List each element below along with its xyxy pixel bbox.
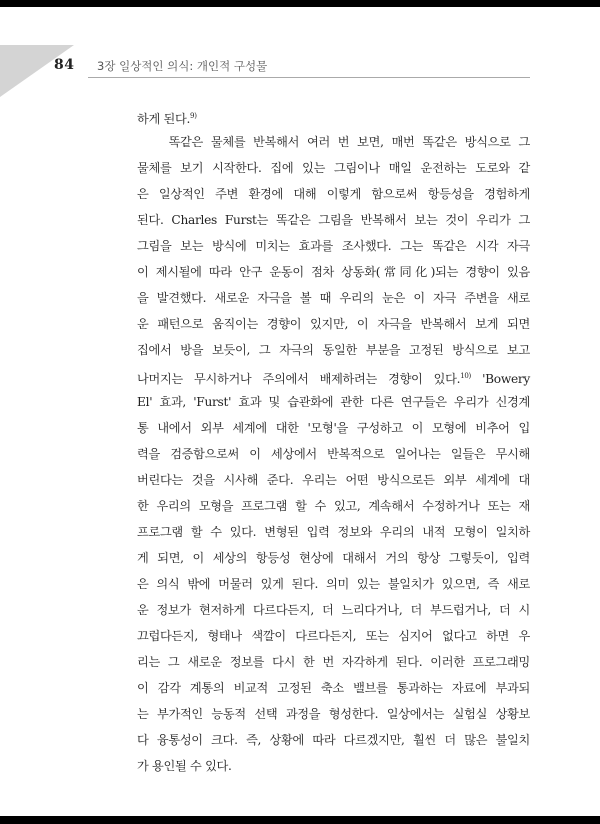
text-line-content: 통 내에서 외부 세계에 대한 '모형'을 구성하고 이 모형에 비추어 입 (137, 421, 530, 435)
text-line (137, 545, 530, 571)
text-line-content: 한 우리의 모형을 프로그램 할 수 있고, 계속해서 수정하거나 또는 재 (137, 499, 530, 513)
text-line (137, 441, 530, 467)
text-line-content: 된다. Charles Furst는 똑같은 그림을 반복해서 보는 것이 우리가 그 (137, 213, 530, 227)
text-line-content: 은 일상적인 주변 환경에 대해 이렇게 함으로써 항등성을 경험하게 (137, 187, 530, 201)
text-line (137, 233, 530, 259)
footnote-marker: 10) (460, 372, 471, 380)
text-line (137, 597, 530, 623)
text-line (137, 675, 530, 701)
text-line (137, 727, 530, 753)
body-text (137, 103, 530, 779)
running-head: 3장 일상적인 의식: 개인적 구성물 (97, 59, 268, 73)
text-line (137, 389, 530, 415)
text-line (137, 155, 530, 181)
text-line (137, 363, 530, 389)
text-line-content: 하게 된다. (137, 112, 191, 126)
page-number: 84 (54, 57, 75, 73)
text-line (137, 623, 530, 649)
text-line-content: 게 되면, 이 세상의 항등성 현상에 대해서 거의 항상 그렇듯이, 입력 (137, 551, 530, 565)
text-line (137, 311, 530, 337)
text-line (137, 649, 530, 675)
text-line (137, 285, 530, 311)
text-line (137, 207, 530, 233)
text-line (137, 571, 530, 597)
text-line-content: 이 감각 계통의 비교적 고정된 축소 밸브를 통과하는 자료에 부과되 (137, 681, 530, 695)
text-line-content: 가 용인될 수 있다. (137, 759, 232, 773)
text-line-content: 끄럽다든지, 형태나 색깔이 다르다든지, 또는 심지어 없다고 하면 우 (137, 629, 530, 643)
text-line-content: 프로그램 할 수 있다. 변형된 입력 정보와 우리의 내적 모형이 일치하 (137, 525, 530, 539)
text-line-content: El' 효과, 'Furst' 효과 및 습관화에 관한 다른 연구들은 우리가 신경계 (137, 395, 530, 409)
header-rule (88, 77, 530, 78)
text-line-content: 리는 그 새로운 정보를 다시 한 번 자각하게 된다. 이러한 프로그래밍 (137, 655, 530, 669)
text-line-content: 나머지는 무시하거나 주의에서 배제하려는 경향이 있다. (137, 372, 461, 386)
text-line-content: 똑같은 물체를 반복해서 여러 번 보면, 매번 똑같은 방식으로 그 (137, 135, 530, 149)
text-line-content: 을 발견했다. 새로운 자극을 볼 때 우리의 눈은 이 자극 주변을 새로 (137, 291, 530, 305)
text-line-content: 집에서 방을 보듯이, 그 자극의 동일한 부분을 고정된 방식으로 보고 (137, 343, 530, 357)
text-line-content: 는 부가적인 능동적 선택 과정을 형성한다. 일상에서는 실험실 상황보 (137, 707, 530, 721)
text-line (137, 467, 530, 493)
text-line (137, 129, 530, 155)
text-line-content: 다 융통성이 크다. 즉, 상황에 따라 다르겠지만, 훨씬 더 많은 불일치 (137, 733, 530, 747)
text-line-content: 은 의식 밖에 머물러 있게 된다. 의미 있는 불일치가 있으면, 즉 새로 (137, 577, 530, 591)
text-line-tail: 'Bowery (470, 372, 530, 386)
footnote-marker: 9) (190, 112, 197, 120)
book-page (0, 7, 600, 816)
text-line (137, 701, 530, 727)
text-line (137, 103, 530, 129)
text-line (137, 259, 530, 285)
text-line (137, 753, 530, 779)
text-line (137, 181, 530, 207)
text-line-content: 운 패턴으로 움직이는 경향이 있지만, 이 자극을 반복해서 보게 되면 (137, 317, 530, 331)
text-line (137, 415, 530, 441)
text-line-content: 버린다는 것을 시사해 준다. 우리는 어떤 방식으로든 외부 세계에 대 (137, 473, 530, 487)
text-line (137, 337, 530, 363)
text-line-content: 물체를 보기 시작한다. 집에 있는 그림이나 매일 운전하는 도로와 같 (137, 161, 530, 175)
text-line-content: 이 제시될에 따라 안구 운동이 점차 상동화(常同化)되는 경향이 있음 (137, 265, 530, 279)
text-line-content: 력을 검증함으로써 이 세상에서 반복적으로 일어나는 일들은 무시해 (137, 447, 530, 461)
text-line-content: 그림을 보는 방식에 미치는 효과를 조사했다. 그는 똑같은 시각 자극 (137, 239, 530, 253)
text-line-content: 운 정보가 현저하게 다르다든지, 더 느리다거나, 더 부드럽거나, 더 시 (137, 603, 530, 617)
text-line (137, 519, 530, 545)
text-line (137, 493, 530, 519)
